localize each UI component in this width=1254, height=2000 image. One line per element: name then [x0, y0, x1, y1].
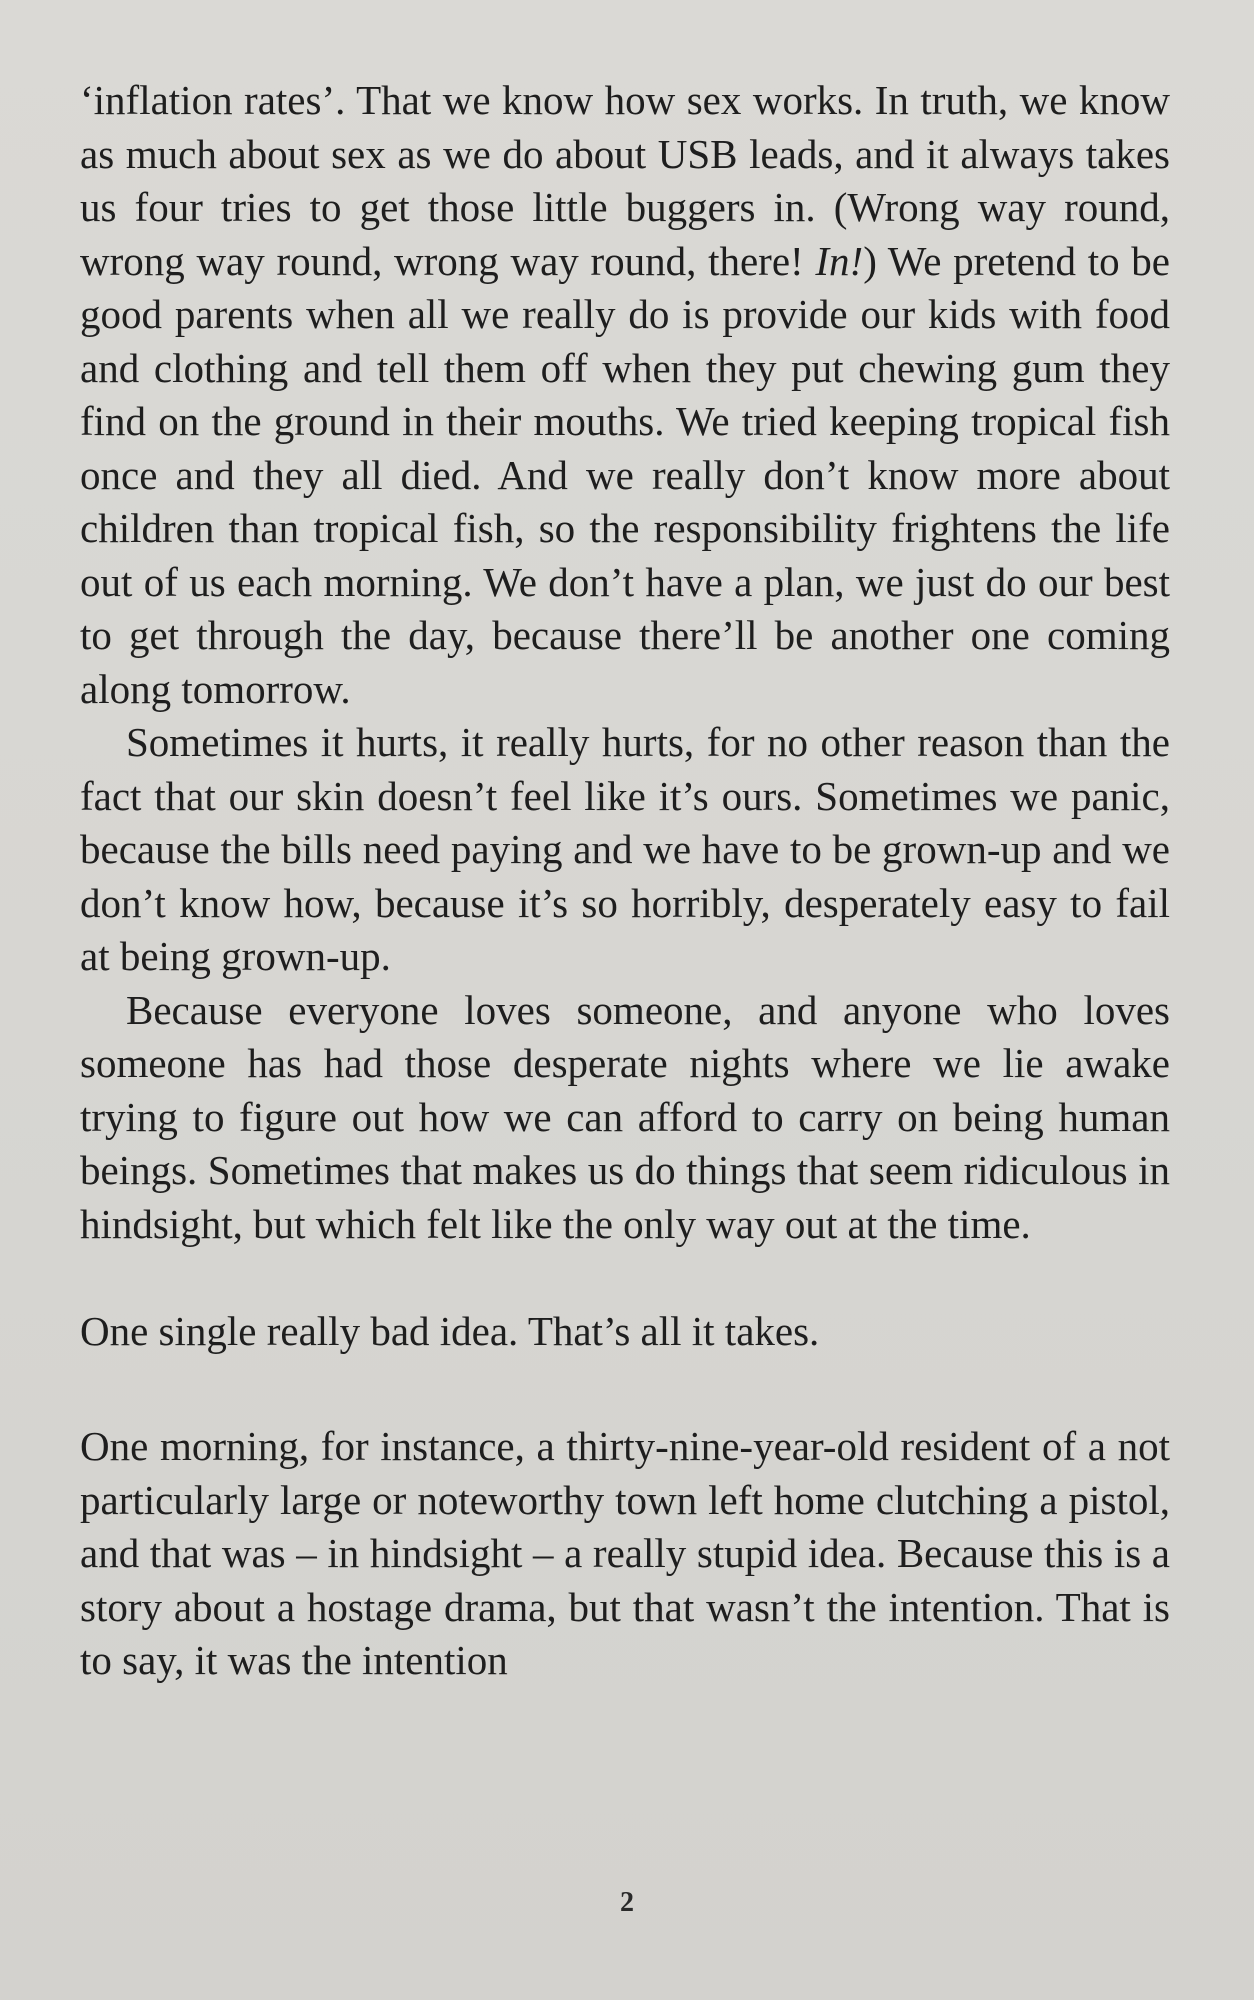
paragraph-3: Because everyone loves someone, and anyone who loves someone has had those desperate nights where we lie awake trying to figure out how we can afford to carry on being human beings. Sometimes that makes us do things that seem ridiculous in hindsight, but which felt like the only way out at the time. — [80, 986, 1170, 1247]
paragraph-2: Sometimes it hurts, it really hurts, for no other reason than the fact that our skin doesn’t feel like it’s ours. Sometimes we panic, because the bills need paying and we have to be grown-up and we don’t know how, because it’s so horribly, desperately easy to fail at being grown-up. — [80, 719, 1170, 979]
emphasis-in: In! — [815, 237, 864, 284]
paragraph-5: One morning, for instance, a thirty-nine-year-old resident of a not particularly large or noteworthy town left home clutching a pistol, and that was – in hindsight – a really stupid idea. Because this is a story about a hostage drama, but that wasn’t the intention. That is to say, it was the intention — [80, 1423, 1170, 1683]
paragraph-1: ‘inflation rates’. That we know how sex works. In truth, we know as much about sex as we do about USB leads, and it always takes us four tries to get those little buggers in. (Wrong way round, wrong way round, wrong way round, there! In!) We pretend to be good parents when all we really do is provide our kids with food and clothing and tell them off when they put chewing gum they find on the ground in their mouths. We tried keeping tropical fish once and they all died. And we really don’t know more about children than tropical fish, so the responsibility frightens the life out of us each morning. We don’t have a plan, we just do our best to get through the day, because there’ll be another one coming along tomorrow. — [80, 77, 1170, 712]
body-text-continued — [80, 1420, 1170, 1688]
body-text — [80, 74, 1170, 1358]
page-number: 2 — [620, 1887, 634, 1918]
section-gap — [80, 1251, 1170, 1305]
standalone-line: One single really bad idea. That’s all it takes. — [80, 1307, 820, 1354]
